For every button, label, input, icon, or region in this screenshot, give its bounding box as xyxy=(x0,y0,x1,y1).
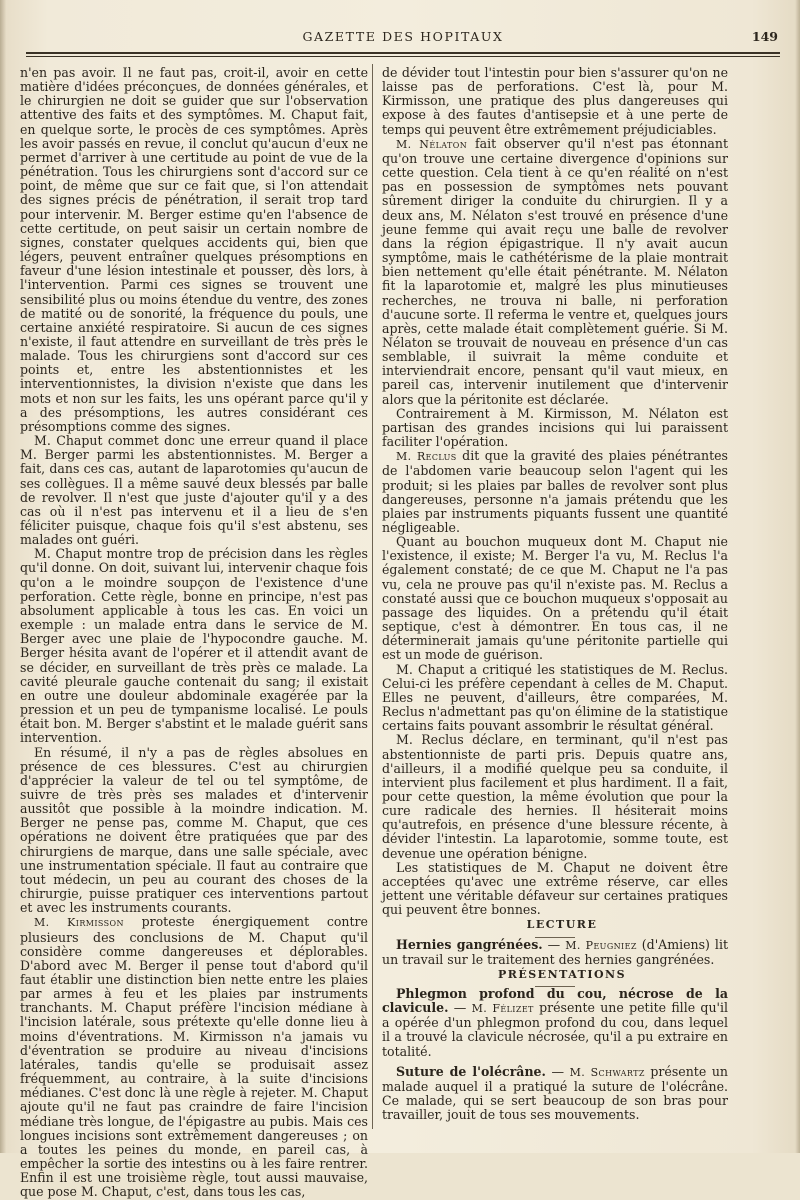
dash: — xyxy=(545,1063,570,1079)
item-title: Phlegmon profond du cou, nécrose de la clavicule. xyxy=(382,986,728,1016)
paragraph: de dévider tout l'intestin pour bien s'assurer qu'on ne laisse pas de perforations. C'est là, pour M. Kirmisson, une pratique des plus dangereuses qui expose à des fautes d'antisepsie et à une perte de temps qui peuvent être extrêmement préjudiciables. xyxy=(382,65,728,137)
section-heading-text: LECTURE xyxy=(526,918,598,932)
section-heading-lecture xyxy=(382,917,728,932)
header-rule-thick xyxy=(26,52,780,54)
page-number: 149 xyxy=(751,29,778,44)
speaker-name: M. Peugniez xyxy=(565,938,637,952)
paragraph xyxy=(382,449,728,535)
journal-title: GAZETTE DES HOPITAUX xyxy=(302,29,504,44)
right-column xyxy=(382,66,728,1122)
paragraph-text: (d'Amiens) lit un travail sur le traitement des hernies gangrénées. xyxy=(382,936,729,967)
page-edge-left xyxy=(0,0,6,1153)
paragraph: M. Reclus déclare, en terminant, qu'il n'est pas abstentionniste de parti pris. Depuis quatre ans, d'ailleurs, il a modifié quelque peu sa conduite, il intervient plus facilement et plus hardiment. Il a fait, pour cette question, la même évolution que pour la cure radicale des hernies. Il hésiterait moins qu'autrefois, en présence d'une blessure récente, à dévider l'intestin. La laparotomie, somme toute, est devenue une opération bénigne. xyxy=(382,732,728,861)
speaker-name: M. Nélaton xyxy=(396,137,468,151)
paragraph xyxy=(382,137,728,407)
paragraph: M. Chaput montre trop de précision dans les règles qu'il donne. On doit, suivant lui, intervenir chaque fois qu'on a le moindre soupçon de l'existence d'une perforation. Cette règle, bonne en principe, n'est pas absolument applicable à tous les cas. En voici un exemple : un malade entra dans le service de M. Berger avec une plaie de l'hypocondre gauche. M. Berger hésita avant de l'opérer et il attendit avant de se décider, en surveillant de très près ce malade. La cavité pleurale gauche contenait du sang; il existait en outre une douleur abdominale exagérée par la pression et un peu de tympanisme localisé. Le pouls était bon. M. Berger s'abstint et le malade guérit sans intervention. xyxy=(20,546,368,746)
speaker-name: M. Kirmisson xyxy=(34,916,124,930)
paragraph xyxy=(382,938,728,967)
paragraph-text: présente une petite fille qu'il a opérée d'un phlegmon profond du cou, dans lequel il a trouvé la clavicule nécrosée, qu'il a pu extraire en totalité. xyxy=(382,1000,728,1059)
paragraph: Les statistiques de M. Chaput ne doivent être acceptées qu'avec une extrême réserve, car elles jettent une véritable défaveur sur certaines pratiques qui peuvent être bonnes. xyxy=(382,859,728,918)
paragraph-text: proteste énergiquement contre plusieurs des conclusions de M. Chaput qu'il considère comme dangereuses et déplorables. D'abord avec M. Berger il pense tout d'abord qu'il faut établir une distinction bien nette entre les plaies par armes à feu et les plaies par instruments tranchants. M. Chaput préfère l'incision médiane à l'incision latérale, sous prétexte qu'elle donne lieu à moins d'éventrations. M. Kirmisson n'a jamais vu d'éventration se produire au niveau d'incisions latérales, tandis qu'elle se produisait assez fréquemment, au contraire, à la suite d'incisions médianes. C'est donc là une règle à rejeter. M. Chaput ajoute qu'il ne faut pas craindre de faire l'incision médiane très longue, de l'épigastre au pubis. Mais ces longues incisions sont extrêmement dangereuses ; on a toutes les peines du monde, en pareil cas, à empêcher la sortie des intestins ou à les faire rentrer. Enfin il est une troisième règle, tout aussi mauvaise, que pose M. Chaput, c'est, dans tous les cas, xyxy=(20,914,368,1200)
item-title: Hernies gangrénées. xyxy=(396,936,543,952)
section-heading-text: PRÉSENTATIONS xyxy=(497,967,627,981)
paragraph: n'en pas avoir. Il ne faut pas, croit-il, avoir en cette matière d'idées préconçues, de données générales, et le chirurgien ne doit se guider que sur l'observation attentive des faits et des symptômes. M. Chaput fait, en quelque sorte, le procès de ces symptômes. Après les avoir passés en revue, il conclut qu'aucun d'eux ne permet d'arriver à une certitude au point de vue de la pénétration. Tous les chirurgiens sont d'accord sur ce point, de même que sur ce fait que, si l'on attendait des signes précis de pénétration, il serait trop tard pour intervenir. M. Berger estime qu'en l'absence de cette certitude, on peut saisir un certain nombre de signes, constater quelques accidents qui, bien que légers, peuvent entraîner quelques présomptions en faveur d'une lésion intestinale et pousser, dès lors, à l'intervention. Parmi ces signes se trouvent une sensibilité plus ou moins étendue du ventre, des zones de matité ou de sonorité, la fréquence du pouls, une certaine anxiété respiratoire. Si aucun de ces signes n'existe, il faut attendre en surveillant de très près le malade. Tous les chirurgiens sont d'accord sur ces points et, entre les abstentionnistes et les interventionnistes, la division n'existe que dans les mots et non sur les faits, les uns opérant parce qu'il y a des présomptions, les autres considérant ces présomptions comme des signes. xyxy=(20,65,368,434)
paragraph-text: fait observer qu'il n'est pas étonnant qu'on trouve une certaine divergence d'opinions sur cette question. Cela tient à ce qu'en réalité on n'est pas en possession de symptômes nets pouvant sûrement diriger la conduite du chirurgien. Il y a deux ans, M. Nélaton s'est trouvé en présence d'une jeune femme qui avait reçu une balle de revolver dans la région épigastrique. Il n'y avait aucun symptôme, mais le cathétérisme de la plaie montrait bien nettement qu'elle était pénétrante. M. Nélaton fit la laparotomie et, malgré les plus minutieuses recherches, ne trouva ni balle, ni perforation d'aucune sorte. Il referma le ventre et, quelques jours après, cette malade était complètement guérie. Si M. Nélaton se trouvait de nouveau en présence d'un cas semblable, il suivrait la même conduite et interviendrait encore, pensant qu'il vaut mieux, en pareil cas, intervenir inutilement que d'intervenir alors que la péritonite est déclarée. xyxy=(382,135,729,407)
column-divider xyxy=(372,64,373,1129)
page-edge-right xyxy=(795,0,800,1153)
paragraph xyxy=(382,1065,728,1123)
dash: — xyxy=(542,936,566,952)
left-column xyxy=(20,66,368,1200)
paragraph: M. Chaput commet donc une erreur quand il place M. Berger parmi les abstentionnistes. M. Berger a fait, dans ces cas, autant de laparotomies qu'aucun de ses collègues. Il a même sauvé deux blessés par balle de revolver. Il n'est que juste d'ajouter qu'il y a des cas où il n'est pas intervenu et il a lieu de s'en féliciter puisque, chaque fois qu'il s'est abstenu, ses malades ont guéri. xyxy=(20,433,368,548)
running-header xyxy=(26,26,780,48)
paragraph: Quant au bouchon muqueux dont M. Chaput nie l'existence, il existe; M. Berger l'a vu, M. Reclus l'a également constaté; de ce que M. Chaput ne l'a pas vu, cela ne prouve pas qu'il n'existe pas. M. Reclus a constaté aussi que ce bouchon muqueux s'opposait au passage des liquides. On a prétendu qu'il était septique, c'est à démontrer. En tous cas, il ne déterminerait jamais qu'une péritonite partielle qui est un mode de guérison. xyxy=(382,534,728,663)
item-title: Suture de l'olécrâne. xyxy=(396,1063,546,1079)
paragraph: En résumé, il n'y a pas de règles absolues en présence de ces blessures. C'est au chirurgien d'apprécier la valeur de tel ou tel symptôme, de suivre de très près ses malades et d'intervenir aussitôt que possible à la moindre indication. M. Berger ne pense pas, comme M. Chaput, que ces opérations ne doivent être pratiquées que par des chirurgiens de marque, dans une salle spéciale, avec une instrumentation spéciale. Il faut au contraire que tout médecin, un peu au courant des choses de la chirurgie, puisse pratiquer ces interventions partout et avec les instruments courants. xyxy=(20,744,368,916)
paragraph: Contrairement à M. Kirmisson, M. Nélaton est partisan des grandes incisions qui lui paraissent faciliter l'opération. xyxy=(382,405,728,450)
paragraph: M. Chaput a critiqué les statistiques de M. Reclus. Celui-ci les préfère cependant à celles de M. Chaput. Elles ne peuvent, d'ailleurs, être comparées, M. Reclus n'admettant pas qu'on élimine de la statistique certains faits pouvant assombrir le résultat général. xyxy=(382,661,728,734)
header-rule-thin xyxy=(26,56,780,57)
speaker-name: M. Reclus xyxy=(396,450,457,464)
speaker-name: M. Schwartz xyxy=(569,1065,645,1079)
speaker-name: M. Félizet xyxy=(471,1002,534,1016)
paragraph-text: dit que la gravité des plaies pénétrantes de l'abdomen varie beaucoup selon l'agent qui les produit; si les plaies par balles de revolver sont plus dangereuses, personne n'a jamais prétendu que les plaies par instruments piquants fussent une quantité négligeable. xyxy=(382,448,728,535)
paragraph xyxy=(20,915,368,1199)
paragraph xyxy=(382,987,728,1059)
paragraph-text: présente un malade auquel il a pratiqué la suture de l'olécrâne. Ce malade, qui se sert beaucoup de son bras pour travailler, jouit de tous ses mouvements. xyxy=(382,1063,728,1123)
section-heading-presentations xyxy=(382,967,728,982)
dash: — xyxy=(448,1000,472,1016)
